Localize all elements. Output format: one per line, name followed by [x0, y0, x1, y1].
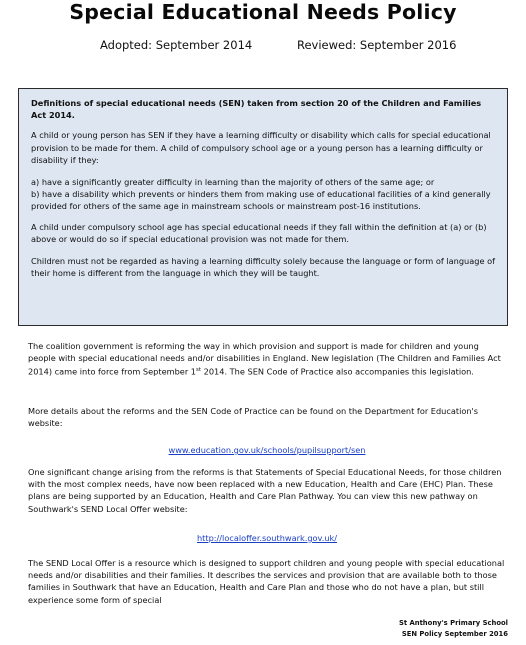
definition-item-b: b) have a disability which prevents or hinders them from making use of educational facilities of a kind generally provided for others of the same age in mainstream schools or mainstream post-16 institutions.	[31, 188, 491, 211]
footer-school-name: St Anthony's Primary School	[398, 619, 508, 627]
page-footer	[399, 618, 508, 639]
definition-item-a: a) have a significantly greater difficulty in learning than the majority of others of the same age; or	[31, 176, 435, 187]
footer-policy-name: SEN Policy September 2016	[401, 629, 508, 638]
body-paragraph-reforms-end: 2014. The SEN Code of Practice also accompanies this legislation.	[201, 367, 474, 378]
definition-paragraph-language: Children must not be regarded as having a learning difficulty solely because the language or form of language of their home is different from the language in which they will be taught.	[31, 256, 495, 279]
body-paragraph-reforms-start: The coalition government is reforming the way in which provision and support is made for children and young people with special educational needs and/or disabilities in England. New legislation (The Children and Families Act 2014) came into force from September 1	[28, 341, 501, 378]
ordinal-suffix: st	[196, 367, 202, 374]
definitions-heading: Definitions of special educational needs (SEN) taken from section 20 of the Children and Families Act 2014.	[31, 98, 482, 121]
body-paragraph-reforms	[28, 340, 506, 378]
body-paragraph-local-offer: The SEND Local Offer is a resource which is designed to support children and young people with special educational needs and/or disabilities and their families. It describes the services and provision that are available both to those families in Southwark that have an Education, Health and Care Plan and those who do not have a plan, but still experience some form of special	[28, 558, 505, 605]
reviewed-date: Reviewed: September 2016	[297, 38, 457, 52]
definition-paragraph: A child or young person has SEN if they have a learning difficulty or disability which calls for special educational provision to be made for them. A child of compulsory school age or a young person has a learning difficulty or disability if they:	[31, 130, 491, 165]
southwark-local-offer-link[interactable]: http://localoffer.southwark.gov.uk/	[196, 533, 338, 543]
definition-paragraph-under-age: A child under compulsory school age has special educational needs if they fall within the definition at (a) or (b) above or would do so if special educational provision was not made for them.	[31, 222, 487, 245]
body-paragraph-ehc-plan: One significant change arising from the reforms is that Statements of Special Educational Needs, for those children with the most complex needs, have now been replaced with a new Education, Health and Care (EHC) Plan. These plans are being supported by an Education, Health and Care Plan Pathway. You can view this new pathway on Southwark's SEND Local Offer website:	[28, 467, 502, 514]
dfe-sen-link[interactable]: www.education.gov.uk/schools/pupilsupport/sen	[168, 445, 366, 455]
sen-definitions-box	[18, 88, 508, 326]
document-title: Special Educational Needs Policy	[69, 0, 457, 24]
body-paragraph-more-details: More details about the reforms and the SEN Code of Practice can be found on the Department for Education's website:	[28, 406, 479, 429]
adopted-date: Adopted: September 2014	[100, 38, 253, 52]
